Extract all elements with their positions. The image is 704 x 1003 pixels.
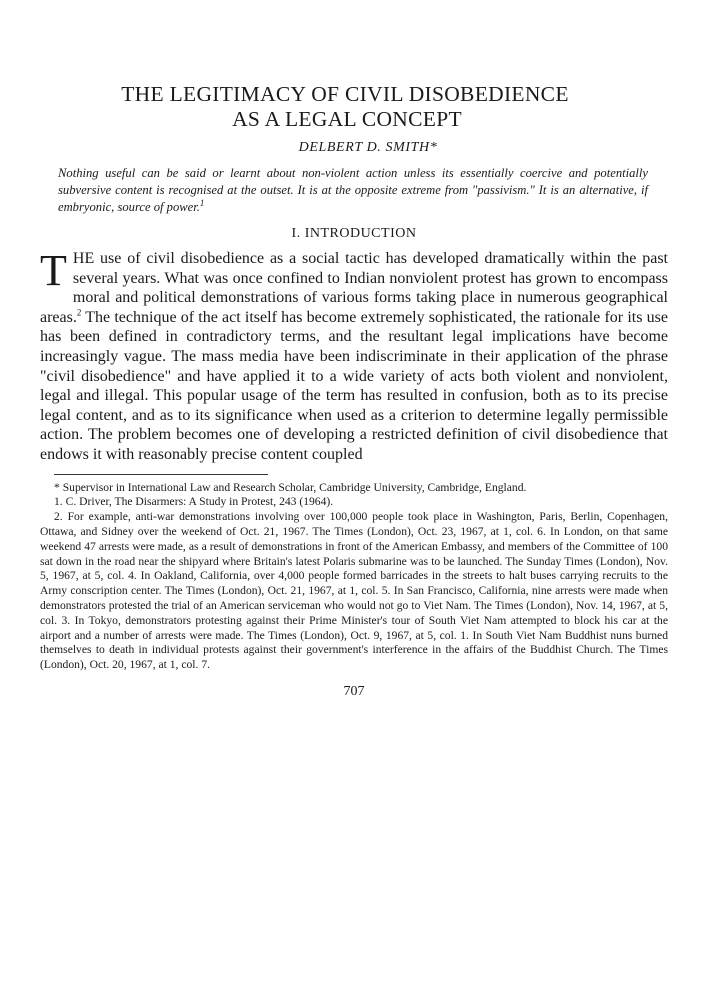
author-name: DELBERT D. SMITH* <box>298 140 438 155</box>
footnote-divider <box>54 474 268 475</box>
article-title-line-2: AS A LEGAL CONCEPT <box>232 107 462 131</box>
body-paragraph <box>40 246 668 465</box>
drop-cap: T <box>40 246 67 295</box>
article-title <box>40 82 668 132</box>
epigraph-text: Nothing useful can be said or learnt about non-violent action unless its essentially coercive and potentially subversive content is recognised at the outset. It is at the opposite extreme from "passivism." It is an alternative, if embryonic, source of power. <box>58 166 648 214</box>
body-footnote-marker: 2 <box>76 307 82 318</box>
body-text-part-1: HE use of civil disobedience as a social tactic has developed dramatically within the past several years. What was once confined to Indian nonviolent protest has grown to encompass moral and political demonstrations of various forms taking place in numerous geographical areas. <box>40 250 668 326</box>
epigraph-footnote-marker: 1 <box>199 197 205 208</box>
page-number: 707 <box>343 683 365 699</box>
page <box>40 82 668 700</box>
article-title-line-1: THE LEGITIMACY OF CIVIL DISOBEDIENCE <box>121 82 569 106</box>
footnotes <box>40 481 668 673</box>
epigraph <box>58 165 648 216</box>
footnote-1: 1. C. Driver, The Disarmers: A Study in Protest, 243 (1964). <box>54 495 334 509</box>
footnote-author: * Supervisor in International Law and Research Scholar, Cambridge University, Cambridge, England. <box>54 480 527 494</box>
body-text-part-2: The technique of the act itself has become extremely sophisticated, the rationale for its use has been defined in contradictory terms, and the resultant legal implications have become increasingly vague. The mass media have been indiscriminate in their application of the phrase "civil disobedience" and have applied it to a wide variety of acts both violent and nonviolent, legal and illegal. This popular usage of the term has resulted in confusion, both as to its precise legal content, and as to its significance when used as a criterion to determine legally permissible action. The problem becomes one of developing a restricted definition of civil disobedience that endows it with reasonably precise content coupled <box>40 308 668 463</box>
section-heading: I. INTRODUCTION <box>291 226 417 241</box>
footnote-2: 2. For example, anti-war demonstrations involving over 100,000 people took place in Washington, Paris, Berlin, Copenhagen, Ottawa, and Sidney over the weekend of Oct. 21, 1967. The Times (London), Oct. 23, 1967, at 1, col. 6. In London, on that same weekend 47 arrests were made, as a result of demonstrations in front of the American Embassy, and members of the Committee of 100 sat down in the road near the shipyard where Britain's latest Polaris submarine was to be launched. The Sunday Times (London), Nov. 5, 1967, at 5, col. 4. In Oakland, California, over 4,000 people formed barricades in the streets to halt buses carrying recruits to the Army conscription center. The Times (London), Oct. 21, 1967, at 1, col. 5. In San Francisco, California, nine arrests were made when demonstrators protested the trial of an American serviceman who would not go to Viet Nam. The Times (London), Nov. 14, 1967, at 5, col. 3. In Tokyo, demonstrators protesting against their Prime Minister's tour of South Viet Nam attempted to block his car at the airport and a number of arrests were made. The Times (London), Oct. 9, 1967, at 5, col. 1. In South Viet Nam Buddhist nuns burned themselves to death in individual protests against their government's interference in the affairs of the Buddhist Church. The Times (London), Oct. 20, 1967, at 1, col. 7. <box>40 510 668 672</box>
